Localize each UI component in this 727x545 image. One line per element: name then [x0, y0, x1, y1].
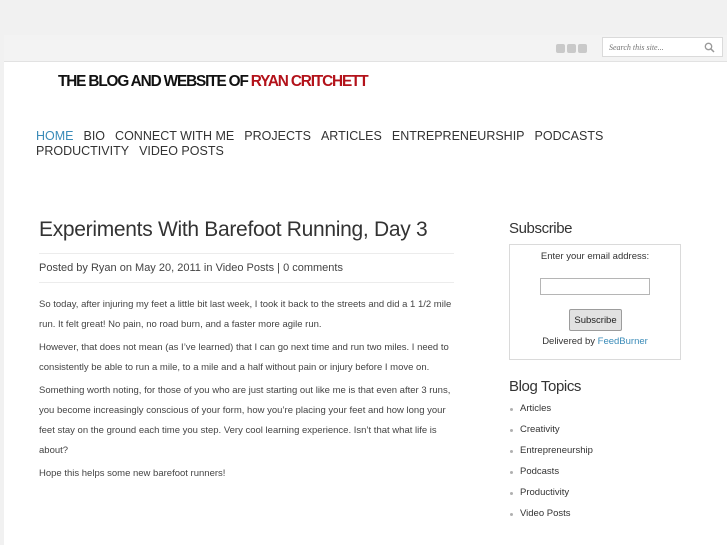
search-input[interactable]: [609, 40, 701, 54]
delivered-by: [510, 336, 680, 347]
meta-prefix: Posted by: [39, 262, 91, 274]
post-date: May 20, 2011: [135, 262, 201, 274]
list-item: [509, 399, 681, 420]
nav-video-posts[interactable]: VIDEO POSTS: [139, 144, 224, 158]
meta-on: on: [116, 262, 136, 274]
topic-articles[interactable]: Articles: [520, 403, 552, 414]
post-paragraph: However, that does not mean (as I’ve learned) that I can go next time and run two miles. I need to consistently be able to run a mile, to a mile and a half without pain or injury before I move on.: [39, 342, 449, 373]
blog-topics-heading: Blog Topics: [509, 378, 582, 395]
post-content: [39, 295, 459, 487]
nav-productivity[interactable]: PRODUCTIVITY: [36, 144, 130, 158]
search-box: [602, 37, 723, 57]
post-paragraph: Something worth noting, for those of you who are just starting out like me is that even after 3 runs, you become increasingly conscious of your form, how you’re placing your feet and how long your feet stay on the ground each time you step. Very cool learning experience. Isn’t that what life is about?: [39, 385, 451, 456]
top-bar: [4, 35, 727, 62]
page: [4, 35, 727, 545]
list-item: [509, 441, 681, 462]
list-item: [509, 504, 681, 525]
main-nav: [36, 129, 686, 159]
nav-podcasts[interactable]: PODCASTS: [534, 129, 604, 143]
rss-icon[interactable]: [567, 44, 576, 53]
post-comments[interactable]: 0 comments: [283, 262, 343, 274]
topic-video-posts[interactable]: Video Posts: [520, 508, 571, 519]
logo-name: RYAN CRITCHETT: [250, 73, 368, 90]
post-meta: [39, 262, 343, 274]
logo-prefix: THE BLOG AND WEBSITE OF: [58, 73, 251, 90]
list-item: [509, 483, 681, 504]
post-paragraph: Hope this helps some new barefoot runners!: [39, 468, 226, 479]
post-author[interactable]: Ryan: [90, 262, 117, 274]
social-icons: [556, 44, 587, 54]
subscribe-box: [509, 244, 681, 360]
twitter-icon[interactable]: [556, 44, 565, 53]
facebook-icon[interactable]: [578, 44, 587, 53]
post-paragraph: So today, after injuring my feet a little bit last week, I took it back to the streets and did a 1 1/2 mile run. It felt great! No pain, no road burn, and a faster more agile run.: [39, 299, 452, 330]
email-field[interactable]: [540, 278, 650, 295]
list-item: [509, 462, 681, 483]
blog-topics-list: [509, 399, 681, 525]
nav-home[interactable]: HOME: [36, 129, 74, 143]
nav-entrepreneurship[interactable]: ENTREPRENEURSHIP: [391, 129, 525, 143]
divider: [39, 253, 454, 254]
topic-creativity[interactable]: Creativity: [520, 424, 560, 435]
list-item: [509, 420, 681, 441]
site-logo[interactable]: [58, 73, 368, 91]
topic-entrepreneurship[interactable]: Entrepreneurship: [520, 445, 593, 456]
divider: [39, 282, 454, 283]
nav-projects[interactable]: PROJECTS: [244, 129, 311, 143]
topic-productivity[interactable]: Productivity: [520, 487, 570, 498]
post-title[interactable]: Experiments With Barefoot Running, Day 3: [39, 218, 428, 241]
subscribe-button[interactable]: Subscribe: [569, 309, 622, 331]
subscribe-heading: Subscribe: [509, 220, 573, 237]
delivered-by-label: Delivered by: [542, 336, 598, 347]
email-label: Enter your email address:: [540, 251, 650, 262]
topic-podcasts[interactable]: Podcasts: [520, 466, 560, 477]
nav-articles[interactable]: ARTICLES: [320, 129, 382, 143]
post-category[interactable]: Video Posts: [215, 262, 275, 274]
search-icon[interactable]: [704, 42, 715, 53]
feedburner-link[interactable]: FeedBurner: [597, 336, 648, 347]
nav-bio[interactable]: BIO: [83, 129, 106, 143]
meta-in: in: [200, 262, 216, 274]
meta-sep: |: [274, 262, 284, 274]
nav-connect-with-me[interactable]: CONNECT WITH ME: [115, 129, 235, 143]
